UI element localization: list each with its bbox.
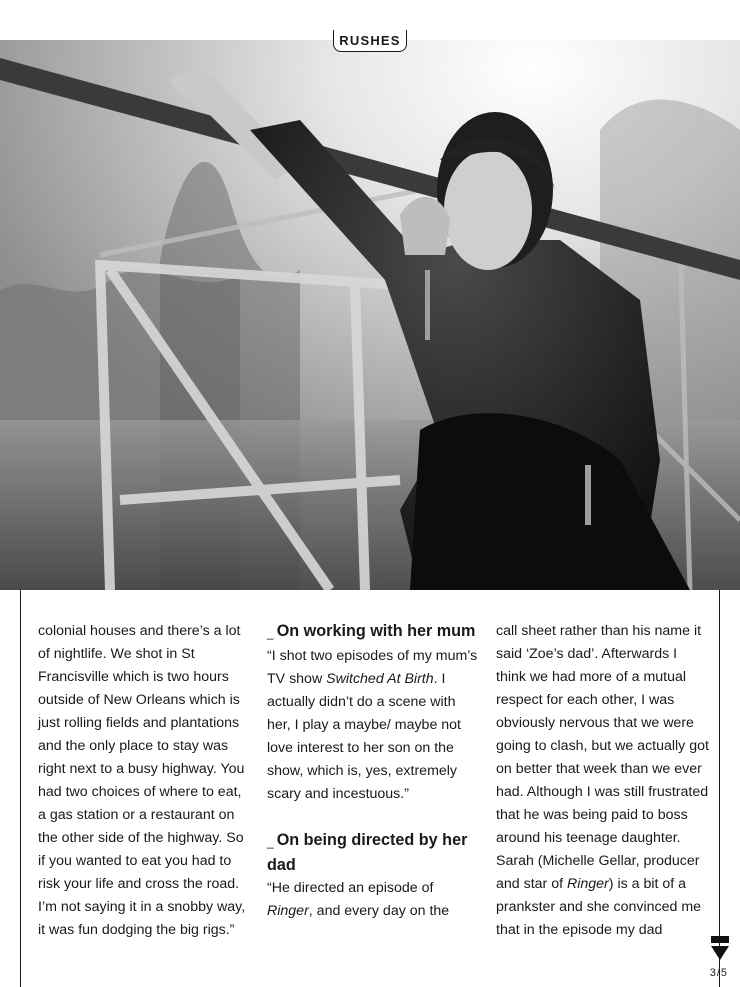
body-text-part: “He directed an episode of [267, 880, 434, 896]
subheading-text: On working with her mum [276, 622, 476, 640]
article-column-3 [496, 620, 710, 942]
show-title: Ringer [566, 876, 609, 892]
body-text-part: “I shot two episodes of my mum’s TV show [267, 648, 478, 687]
subhead-dash: _ [267, 626, 274, 640]
body-text [267, 877, 481, 923]
continue-arrow-icon[interactable] [709, 936, 731, 962]
section-label: RUSHES [333, 30, 407, 52]
subhead-dash: _ [267, 835, 274, 849]
subheading-directed-by-dad [267, 829, 481, 877]
show-title: Switched At Birth [326, 671, 434, 687]
body-text-part: call sheet rather than his name it said ‘Zoe’s dad’. Afterwards I think we had more of a mutual respect for each other, I was obviously nervous that we were going to clash, but we actually got on better that week than we ever had. Although I was still frustrated that he was being paid to boss around his teenage daughter. Sarah (Michelle Gellar, producer and star of [496, 623, 709, 892]
subheading-working-with-mum [267, 620, 481, 645]
body-text-part: ) is a bit of a prankster and she convinced me that in the episode my dad [496, 876, 702, 938]
body-text [267, 645, 481, 806]
show-title: Ringer [267, 903, 309, 919]
page-number: 3/5 [709, 967, 728, 979]
body-text-part: , and every day on the [308, 903, 450, 919]
subheading-text: On being directed by her dad [267, 831, 468, 874]
portrait-photo [0, 40, 740, 590]
body-text: colonial houses and there’s a lot of nightlife. We shot in St Francisville which is two hours outside of New Orleans which is just rolling fields and plantations and the only place to stay was right next to a busy highway. You had two choices of where to eat, a gas station or a restaurant on the other side of the highway. So if you wanted to eat you had to risk your life and cross the road. I’m not saying it in a snobby way, it was fun dodging the big rigs.” [38, 623, 246, 938]
body-text-part: . I actually didn’t do a scene with her, I play a maybe/ maybe not love interest to her son on the show, which is, yes, extremely scary and incestuous.” [267, 671, 462, 802]
body-text [496, 620, 710, 942]
article-column-1 [38, 620, 252, 942]
article-column-2 [267, 620, 481, 923]
